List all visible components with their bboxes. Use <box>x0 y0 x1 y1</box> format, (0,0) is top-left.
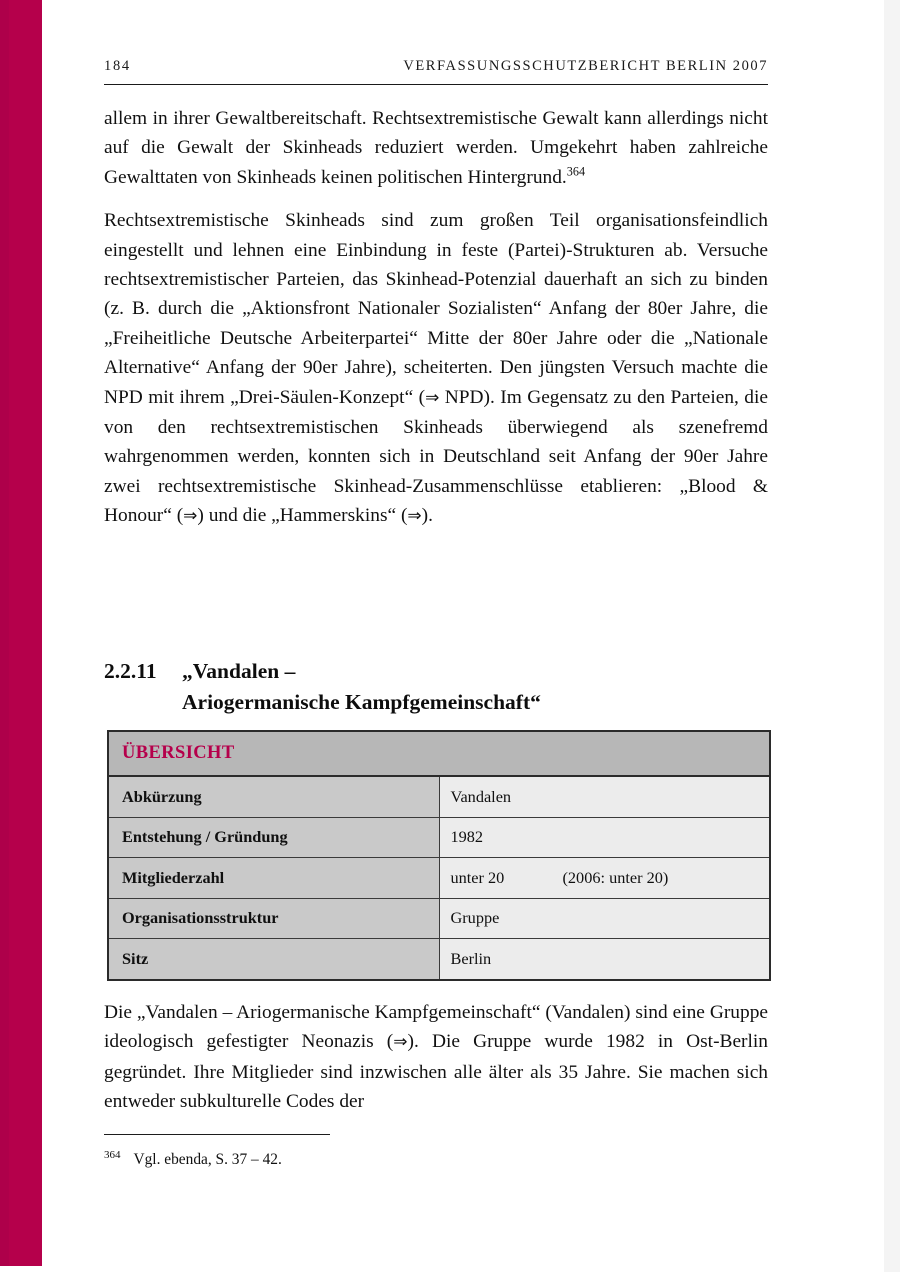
overview-row-key: Entstehung / Gründung <box>108 817 439 858</box>
overview-row-value-aux: (2006: unter 20) <box>562 867 669 887</box>
section-number: 2.2.11 <box>104 658 157 683</box>
page-edge-right <box>884 0 900 1272</box>
overview-row-key: Abkürzung <box>108 776 439 817</box>
paragraph-3-text-part-2: ). Die Gruppe wurde 1982 in Ost-Berlin gegründet. Ihre Mitglieder sind inzwischen alle älter als 35 Jahre. Sie machen sich entweder subkulturelle Codes der <box>104 1031 768 1113</box>
overview-row-value: Gruppe <box>450 908 500 928</box>
overview-row-value-wrap <box>451 827 759 847</box>
overview-row-value-wrap <box>451 787 759 807</box>
paragraph-2-text-part-3: ) und die „Hammerskins“ ( <box>197 505 408 527</box>
overview-row-value-wrap <box>451 868 759 888</box>
overview-row-value: 1982 <box>450 827 484 847</box>
spine-accent-bar <box>0 0 42 1266</box>
paragraph-1-text: allem in ihrer Gewaltbereitschaft. Rechtsextremistische Gewalt kann allerdings nicht auf die Gewalt der Skinheads reduziert werden. Umgekehrt haben zahlreiche Gewalttaten von Skinheads keinen politischen Hintergrund. <box>104 108 768 188</box>
overview-table-header-row <box>108 731 770 776</box>
paragraph-2-text-part-2: NPD). Im Gegensatz zu den Parteien, die von den rechtsextremistischen Skinheads überwiegend als szenefremd wahrgenommen werden, konnten sich in Deutschland seit Anfang der 90er Jahre zwei rechtsextremistische Skinhead-Zusammenschlüsse etablieren: „Blood & Honour“ ( <box>104 386 768 527</box>
page-number: 184 <box>104 58 131 74</box>
table-row <box>108 898 770 939</box>
paragraph-2-text-part-1: Rechtsextremistische Skinheads sind zum großen Teil organisationsfeindlich eingestellt und lehnen eine Einbindung in feste (Partei)-Strukturen ab. Versuche rechtsextremistischer Parteien, das Skinhead-Potenzial dauerhaft an sich zu binden (z. B. durch die „Aktionsfront Nationaler Sozialisten“ Anfang der 80er Jahre, die „Freiheitliche Deutsche Arbeiterpartei“ Mitte der 80er Jahre oder die „Nationale Alternative“ Anfang der 90er Jahre), scheiterten. Den jüngsten Versuch machte die NPD mit ihrem „Drei-Säulen-Konzept“ ( <box>104 210 768 408</box>
paragraph-3 <box>104 998 768 1117</box>
overview-row-value-cell <box>439 898 770 939</box>
overview-row-value-wrap <box>451 908 759 928</box>
running-head-title: VERFASSUNGSSCHUTZBERICHT BERLIN 2007 <box>403 58 768 74</box>
spine-accent-bar-shade <box>0 0 9 1266</box>
overview-row-value: unter 20 <box>450 867 505 887</box>
footnote-separator-rule <box>104 1134 330 1135</box>
body-text-block <box>104 104 768 532</box>
section-title <box>182 656 742 718</box>
overview-row-key: Mitgliederzahl <box>108 858 439 899</box>
overview-row-value: Berlin <box>450 948 492 968</box>
overview-row-value-wrap <box>451 949 759 969</box>
cross-reference-arrow-icon: ⇒ <box>183 506 198 527</box>
overview-row-key: Organisationsstruktur <box>108 898 439 939</box>
tail-text-block <box>104 998 768 1117</box>
footnote-number: 364 <box>104 1148 121 1161</box>
overview-row-value-cell <box>439 858 770 899</box>
footnote-area <box>104 1134 768 1171</box>
section-title-line-2: Ariogermanische Kampfgemeinschaft“ <box>182 689 541 714</box>
footnote-text: Vgl. ebenda, S. 37 – 42. <box>133 1151 282 1168</box>
table-row <box>108 776 770 817</box>
overview-row-value-cell <box>439 817 770 858</box>
cross-reference-arrow-icon: ⇒ <box>407 506 422 527</box>
table-row <box>108 939 770 980</box>
overview-table-header-label: ÜBERSICHT <box>122 743 235 763</box>
footnote-ref-364[interactable]: 364 <box>566 164 586 179</box>
overview-table <box>107 730 771 981</box>
table-row <box>108 858 770 899</box>
overview-row-value-cell <box>439 776 770 817</box>
running-head <box>104 58 768 85</box>
paragraph-2-text-part-4: ). <box>421 505 433 527</box>
page-content <box>104 0 768 1272</box>
table-row <box>108 817 770 858</box>
cross-reference-arrow-icon: ⇒ <box>425 387 440 408</box>
paragraph-2 <box>104 206 768 531</box>
paragraph-1 <box>104 104 768 192</box>
cross-reference-arrow-icon: ⇒ <box>393 1032 408 1053</box>
section-heading <box>104 656 768 718</box>
overview-row-value: Vandalen <box>450 786 512 806</box>
footnote-item <box>104 1149 768 1171</box>
overview-row-value-cell <box>439 939 770 980</box>
overview-table-header-cell <box>108 731 770 776</box>
paragraph-3-text-part-1: Die „Vandalen – Ariogermanische Kampfgemeinschaft“ (Vandalen) sind eine Gruppe ideologisch gefestigter Neonazis ( <box>104 1002 768 1053</box>
section-title-line-1: „Vandalen – <box>182 658 296 683</box>
overview-row-key: Sitz <box>108 939 439 980</box>
